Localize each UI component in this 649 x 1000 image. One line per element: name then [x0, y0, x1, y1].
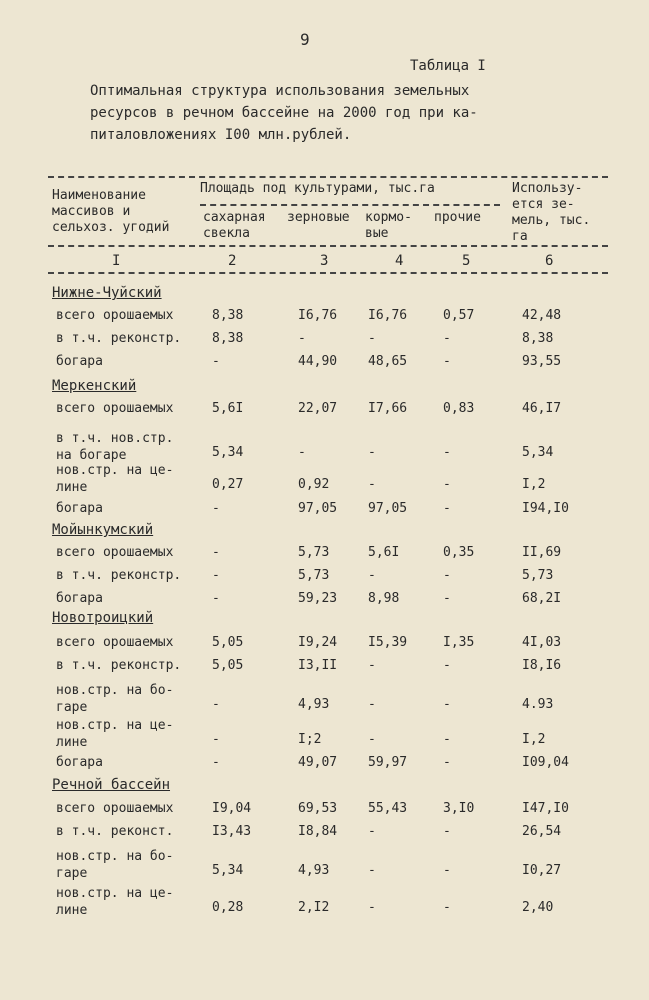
table-cell: 44,90	[298, 354, 338, 369]
table-cell: 5,73	[522, 568, 554, 583]
table-cell: -	[368, 732, 376, 747]
table-cell: -	[368, 900, 376, 915]
table-cell: 5,6I	[368, 545, 400, 560]
table-cell: -	[443, 863, 451, 878]
table-cell: I9,04	[212, 801, 252, 816]
table-cell: 4I,03	[522, 635, 562, 650]
table-cell: I8,I6	[522, 658, 562, 673]
row-label: нов.стр. на це- лине	[56, 463, 174, 495]
row-label: всего орошаемых	[56, 308, 174, 323]
caption-line-1: Оптимальная структура использования земельных	[90, 83, 470, 99]
table-cell: I9,24	[298, 635, 338, 650]
table-cell: 8,38	[212, 308, 244, 323]
table-cell: 0,92	[298, 477, 330, 492]
column-number-1: I	[112, 253, 121, 269]
table-cell: I3,II	[298, 658, 338, 673]
table-cell: -	[443, 354, 451, 369]
table-cell: I0,27	[522, 863, 562, 878]
table-cell: 4,93	[298, 697, 330, 712]
header-grain: зерновые	[287, 210, 350, 225]
table-cell: -	[368, 658, 376, 673]
table-cell: -	[443, 501, 451, 516]
table-cell: 5,34	[212, 863, 244, 878]
header-used-land: Использу- ется зе- мель, тыс. га	[512, 181, 591, 244]
table-cell: 59,23	[298, 591, 338, 606]
table-cell: 0,27	[212, 477, 244, 492]
row-label: богара	[56, 755, 103, 770]
table-cell: -	[443, 591, 451, 606]
table-cell: 0,83	[443, 401, 475, 416]
table-cell: -	[212, 732, 220, 747]
table-cell: -	[212, 591, 220, 606]
column-number-6: 6	[545, 253, 554, 269]
table-cell: 0,35	[443, 545, 475, 560]
caption-line-2: ресурсов в речном бассейне на 2000 год при ка-	[90, 105, 478, 121]
row-label: в т.ч. нов.стр. на богаре	[56, 431, 174, 463]
table-cell: -	[443, 568, 451, 583]
table-cell: 42,48	[522, 308, 562, 323]
table-cell: I;2	[298, 732, 322, 747]
table-cell: 8,98	[368, 591, 400, 606]
table-cell: 4,93	[298, 863, 330, 878]
table-cell: 2,40	[522, 900, 554, 915]
table-cell: -	[443, 477, 451, 492]
row-label: нов.стр. на це- лине	[56, 886, 174, 918]
row-label: в т.ч. реконстр.	[56, 658, 182, 673]
row-label: всего орошаемых	[56, 801, 174, 816]
table-cell: I,2	[522, 732, 546, 747]
table-cell: 68,2I	[522, 591, 562, 606]
table-cell: -	[443, 697, 451, 712]
section-title: Новотроицкий	[52, 610, 154, 626]
table-cell: I7,66	[368, 401, 408, 416]
section-title: Речной бассейн	[52, 777, 171, 793]
table-cell: I3,43	[212, 824, 252, 839]
table-caption	[90, 80, 530, 146]
column-number-rule	[48, 272, 608, 274]
row-label: всего орошаемых	[56, 635, 174, 650]
table-cell: 5,34	[212, 445, 244, 460]
table-cell: -	[212, 545, 220, 560]
table-cell: -	[443, 732, 451, 747]
table-cell: -	[298, 445, 306, 460]
header-name-column: Наименование массивов и сельхоз. угодий	[52, 188, 170, 235]
table-cell: -	[443, 445, 451, 460]
table-cell: -	[443, 824, 451, 839]
row-label: богара	[56, 354, 103, 369]
row-label: в т.ч. реконстр.	[56, 331, 182, 346]
table-cell: -	[368, 824, 376, 839]
table-cell: 5,05	[212, 658, 244, 673]
table-cell: -	[212, 354, 220, 369]
row-label: в т.ч. реконстр.	[56, 568, 182, 583]
table-cell: I47,I0	[522, 801, 569, 816]
row-label: всего орошаемых	[56, 545, 174, 560]
table-cell: -	[368, 568, 376, 583]
table-cell: 8,38	[212, 331, 244, 346]
table-cell: 5,6I	[212, 401, 244, 416]
table-cell: I,2	[522, 477, 546, 492]
table-cell: 93,55	[522, 354, 562, 369]
section-title: Нижне-Чуйский	[52, 285, 162, 301]
table-cell: 5,05	[212, 635, 244, 650]
table-cell: -	[443, 900, 451, 915]
table-cell: -	[368, 331, 376, 346]
row-label: нов.стр. на бо- гаре	[56, 849, 174, 881]
table-cell: 59,97	[368, 755, 408, 770]
header-area-title: Площадь под культурами, тыс.га	[200, 181, 435, 196]
row-label: нов.стр. на бо- гаре	[56, 683, 174, 715]
table-cell: -	[368, 863, 376, 878]
row-label: всего орошаемых	[56, 401, 174, 416]
table-cell: -	[212, 697, 220, 712]
page-number: 9	[300, 30, 310, 49]
table-cell: 22,07	[298, 401, 338, 416]
table-cell: 49,07	[298, 755, 338, 770]
table-cell: 3,I0	[443, 801, 475, 816]
table-cell: I5,39	[368, 635, 408, 650]
table-label: Таблица I	[410, 58, 486, 74]
table-cell: I8,84	[298, 824, 338, 839]
column-number-4: 4	[395, 253, 404, 269]
section-title: Меркенский	[52, 378, 137, 394]
column-number-5: 5	[462, 253, 471, 269]
column-number-3: 3	[320, 253, 329, 269]
table-cell: -	[212, 568, 220, 583]
table-cell: -	[443, 755, 451, 770]
table-cell: I09,04	[522, 755, 569, 770]
table-cell: 5,73	[298, 568, 330, 583]
table-cell: 48,65	[368, 354, 408, 369]
table-cell: -	[368, 697, 376, 712]
table-cell: 5,34	[522, 445, 554, 460]
table-cell: 97,05	[298, 501, 338, 516]
section-title: Мойынкумский	[52, 522, 154, 538]
table-cell: I6,76	[298, 308, 338, 323]
table-cell: II,69	[522, 545, 562, 560]
table-cell: 46,I7	[522, 401, 562, 416]
table-cell: 4.93	[522, 697, 554, 712]
table-cell: 69,53	[298, 801, 338, 816]
row-label: богара	[56, 501, 103, 516]
table-cell: 5,73	[298, 545, 330, 560]
table-cell: 0,28	[212, 900, 244, 915]
row-label: богара	[56, 591, 103, 606]
table-cell: 55,43	[368, 801, 408, 816]
table-cell: 2,I2	[298, 900, 330, 915]
table-cell: -	[212, 755, 220, 770]
table-cell: -	[443, 331, 451, 346]
header-sugar-beet: сахарная свекла	[203, 210, 266, 241]
table-top-rule	[48, 176, 608, 178]
table-cell: I6,76	[368, 308, 408, 323]
column-number-2: 2	[228, 253, 237, 269]
row-label: нов.стр. на це- лине	[56, 718, 174, 750]
row-label: в т.ч. реконст.	[56, 824, 174, 839]
table-cell: I94,I0	[522, 501, 569, 516]
header-sub-rule	[200, 204, 500, 206]
table-cell: 97,05	[368, 501, 408, 516]
table-cell: 26,54	[522, 824, 562, 839]
table-cell: -	[298, 331, 306, 346]
table-cell: I,35	[443, 635, 475, 650]
table-cell: -	[368, 477, 376, 492]
table-cell: 0,57	[443, 308, 475, 323]
header-other: прочие	[434, 210, 481, 225]
table-cell: -	[212, 501, 220, 516]
header-fodder: кормо- вые	[365, 210, 412, 241]
table-cell: -	[368, 445, 376, 460]
caption-line-3: питаловложениях I00 млн.рублей.	[90, 127, 352, 143]
table-cell: -	[443, 658, 451, 673]
header-bottom-rule	[48, 245, 608, 247]
table-cell: 8,38	[522, 331, 554, 346]
